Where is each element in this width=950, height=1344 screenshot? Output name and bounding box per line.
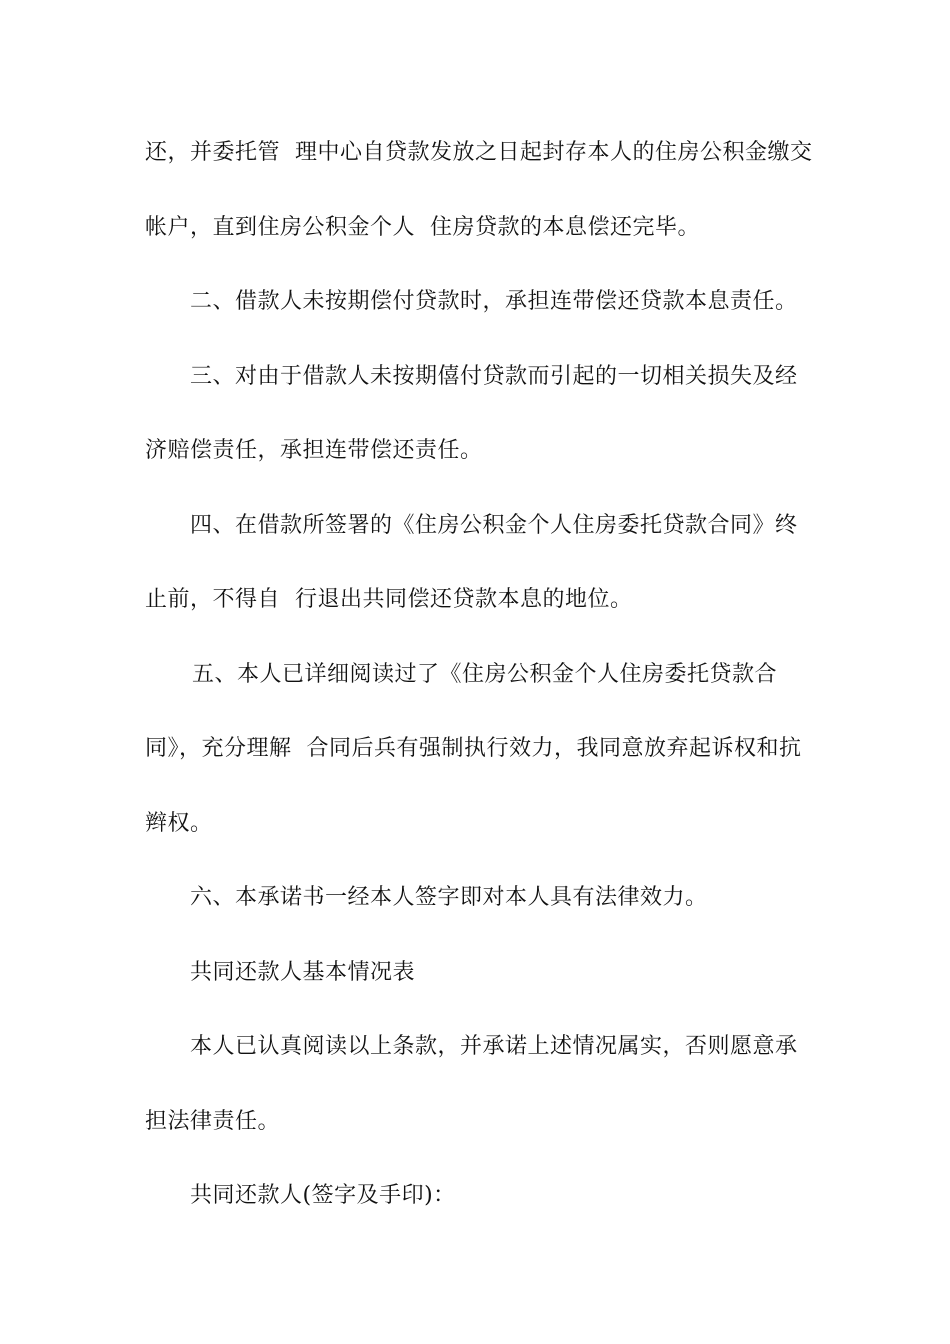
clause-4-line-2: 止前，不得自 行退出共同偿还贷款本息的地位。 bbox=[145, 587, 633, 612]
paragraph-line-1: 还，并委托管 理中心自贷款发放之日起封存本人的住房公积金缴交 bbox=[145, 140, 813, 165]
clause-3-line-1: 三、对由于借款人未按期僖付贷款而引起的一切相关损失及经 bbox=[190, 364, 798, 389]
declaration-line-1: 本人已认真阅读以上条款，并承诺上述情况属实，否则愿意承 bbox=[190, 1034, 798, 1059]
clause-5-line-2: 同》，充分理解 合同后兵有强制执行效力，我同意放弃起诉权和抗 bbox=[145, 736, 802, 761]
signature-label: 共同还款人(签字及手印)： bbox=[190, 1183, 456, 1208]
clause-4-line-1: 四、在借款所签署的《住房公积金个人住房委托贷款合同》终 bbox=[190, 513, 798, 538]
clause-5-line-1: 五、本人已详细阅读过了《住房公积金个人住房委托贷款合 bbox=[192, 662, 778, 687]
clause-6-line-1: 六、本承诺书一经本人签字即对本人具有法律效力。 bbox=[190, 885, 708, 910]
declaration-line-2: 担法律责任。 bbox=[145, 1109, 281, 1134]
clause-3-line-2: 济赔偿责任，承担连带偿还责任。 bbox=[145, 438, 483, 463]
clause-5-line-3: 辫权。 bbox=[145, 811, 213, 836]
clause-2-line-1: 二、借款人未按期偿付贷款时，承担连带偿还贷款本息责任。 bbox=[190, 289, 798, 314]
paragraph-line-2: 帐户，直到住房公积金个人 住房贷款的本息偿还完毕。 bbox=[145, 215, 700, 240]
table-heading: 共同还款人基本情况表 bbox=[190, 960, 416, 985]
